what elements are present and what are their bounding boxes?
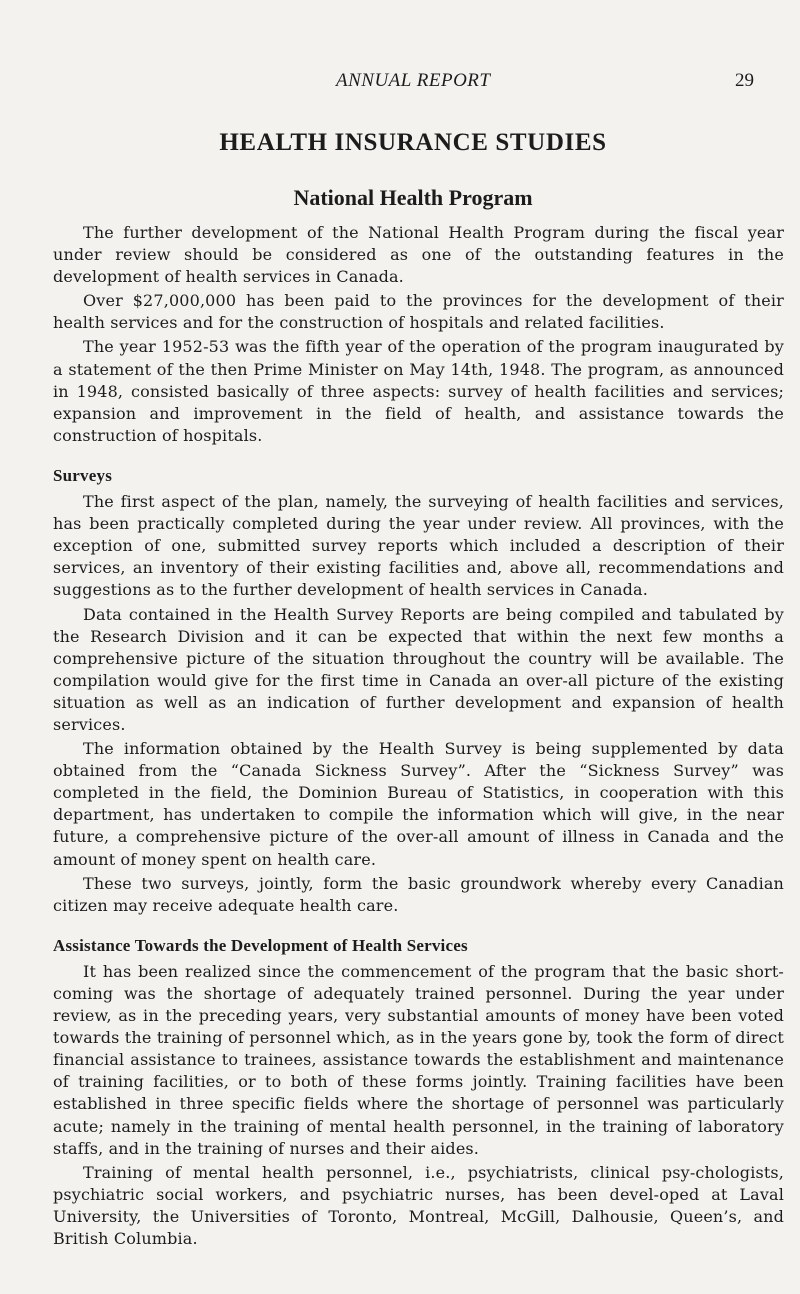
page-number: 29: [735, 70, 754, 91]
paragraph: These two surveys, jointly, form the basic groundwork whereby every Canadian citizen may receive adequate health care.: [53, 873, 784, 915]
paragraph: It has been realized since the commencement of the program that the basic short-coming was the shortage of adequately trained personnel. During the year under review, as in the preceding years, very substantial amounts of money have been voted towards the training of personnel which, as in the years gone by, took the form of direct financial assistance to trainees, assistance towards the establishment and maintenance of training facilities, or to both of these forms jointly. Training facilities have been established in three specific fields where the shortage of personnel was particularly acute; namely in the training of mental health personnel, in the training of laboratory staffs, and in the training of nurses and their aides.: [53, 961, 784, 1158]
surveys-heading: Surveys: [53, 465, 113, 485]
running-title: ANNUAL REPORT: [336, 70, 491, 91]
paragraph: Over $27,000,000 has been paid to the provinces for the development of their health services and for the construction of hospitals and related facilities.: [53, 291, 784, 333]
assistance-heading: Assistance Towards the Development of Health Services: [53, 935, 468, 955]
page-title: HEALTH INSURANCE STUDIES: [219, 129, 607, 156]
running-header: [0, 70, 800, 94]
paragraph: Data contained in the Health Survey Reports are being compiled and tabulated by the Research Division and it can be expected that within the next few months a comprehensive picture of the situation throughout the country will be available. The compilation would give for the first time in Canada an over-all picture of the existing situation as well as an indication of further development and expansion of health services.: [53, 604, 784, 734]
paragraph: Training of mental health personnel, i.e., psychiatrists, clinical psy-chologists, psychiatric social workers, and psychiatric nurses, has been devel-oped at Laval University, the Universities of Toronto, Montreal, McGill, Dalhousie, Queen’s, and British Columbia.: [53, 1162, 784, 1249]
body-text: [53, 222, 784, 1252]
paragraph: The year 1952-53 was the fifth year of the operation of the program inaugurated by a statement of the then Prime Minister on May 14th, 1948. The program, as announced in 1948, consisted basically of three aspects: survey of health facilities and services; expansion and improvement in the field of health, and assistance towards the construction of hospitals.: [53, 337, 784, 445]
paragraph: The information obtained by the Health Survey is being supplemented by data obtained from the “Canada Sickness Survey”. After the “Sickness Survey” was completed in the field, the Dominion Bureau of Statistics, in cooperation with this department, has undertaken to compile the information which will give, in the near future, a comprehensive picture of the over-all amount of illness in Canada and the amount of money spent on health care.: [53, 739, 784, 869]
section-title: National Health Program: [293, 185, 533, 210]
paragraph: The first aspect of the plan, namely, the surveying of health facilities and services, has been practically completed during the year under review. All provinces, with the exception of one, submitted survey reports which included a description of their services, an inventory of their existing facilities and, above all, recommendations and suggestions as to the further development of health services in Canada.: [53, 492, 784, 600]
paragraph: The further development of the National Health Program during the fiscal year under review should be considered as one of the outstanding features in the development of health services in Canada.: [53, 223, 784, 287]
